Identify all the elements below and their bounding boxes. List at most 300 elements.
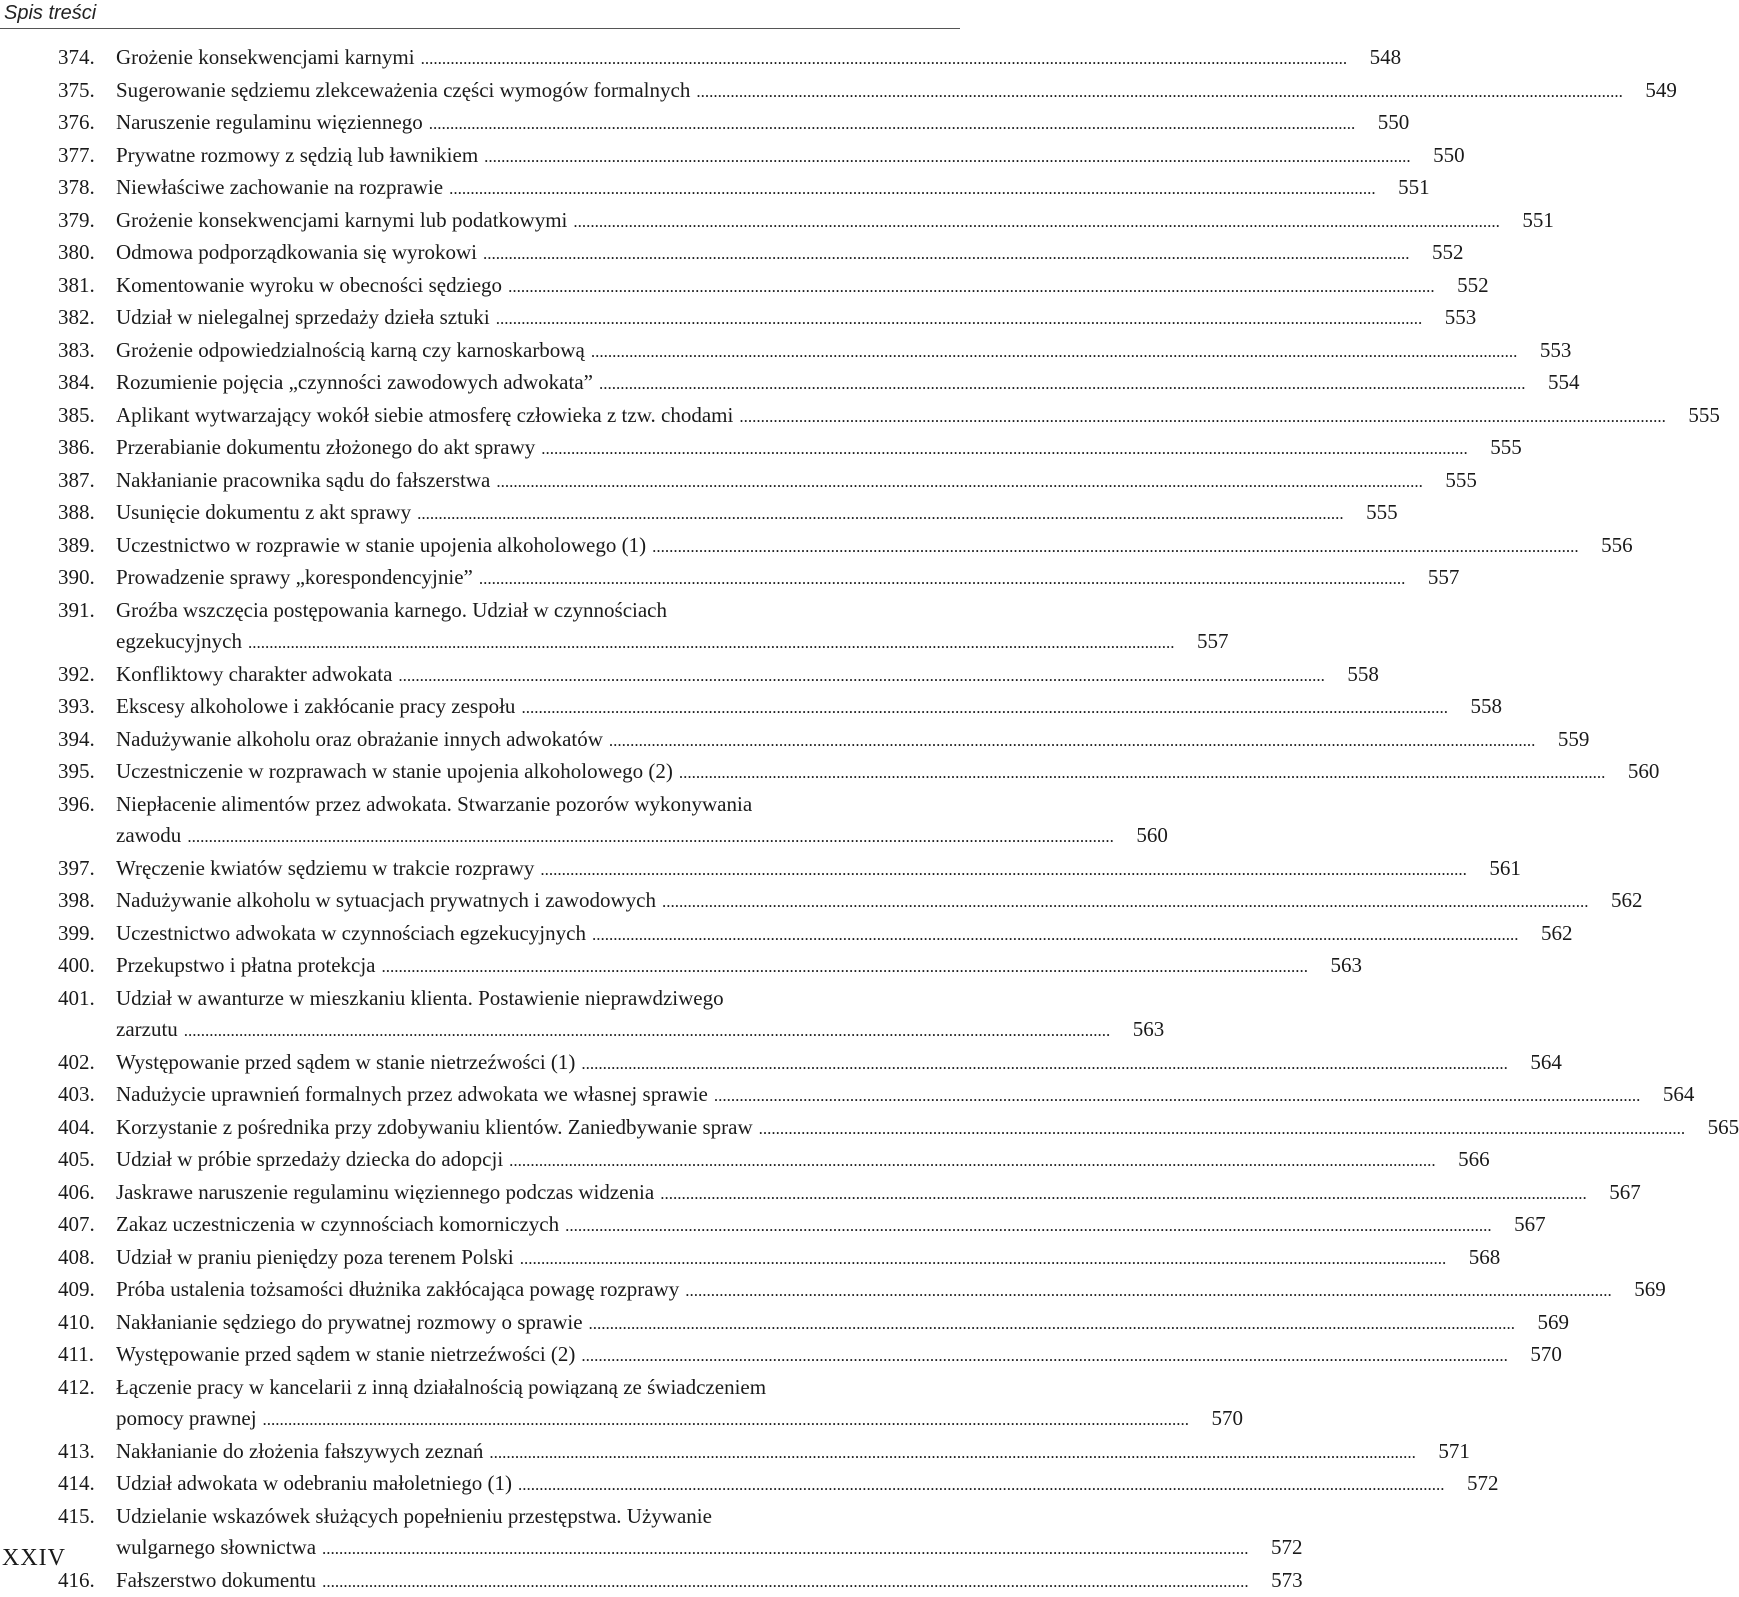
entry-last-line <box>116 1436 1470 1469</box>
dot-leader: .......................................................................................................................................................................................................................... <box>187 821 1114 853</box>
entry-number: 412. <box>58 1372 116 1404</box>
dot-leader: .......................................................................................................................................................................................................................... <box>685 1275 1612 1307</box>
entry-number: 386. <box>58 432 116 464</box>
dot-leader: .......................................................................................................................................................................................................................... <box>581 1048 1508 1080</box>
entry-title: Nakłanianie pracownika sądu do fałszerstwa <box>116 465 490 497</box>
entry-page-number: 549 <box>1629 75 1677 107</box>
entry-page-number: 567 <box>1593 1177 1641 1209</box>
entry-page-number: 573 <box>1255 1565 1303 1597</box>
entry-last-line <box>116 562 1459 595</box>
entry-title: Fałszerstwo dokumentu <box>116 1565 316 1597</box>
dot-leader: .......................................................................................................................................................................................................................... <box>592 919 1519 951</box>
entry-last-line <box>116 1242 1500 1275</box>
entry-page-number: 563 <box>1314 950 1362 982</box>
dot-leader: .......................................................................................................................................................................................................................... <box>652 531 1579 563</box>
entry-body <box>116 270 1489 303</box>
entry-body <box>116 335 1571 368</box>
entry-title: pomocy prawnej <box>116 1403 257 1435</box>
toc-entry <box>58 724 950 757</box>
entry-body <box>116 140 1465 173</box>
entry-title: Nadużycie uprawnień formalnych przez adwokata we własnej sprawie <box>116 1079 708 1111</box>
dot-leader: .......................................................................................................................................................................................................................... <box>184 1015 1111 1047</box>
entry-page-number: 570 <box>1195 1403 1243 1435</box>
entry-last-line <box>116 335 1571 368</box>
entry-body <box>116 1209 1546 1242</box>
entry-last-line <box>116 205 1554 238</box>
toc-entry <box>58 756 950 789</box>
dot-leader: .......................................................................................................................................................................................................................... <box>496 466 1423 498</box>
entry-page-number: 553 <box>1428 302 1476 334</box>
entry-title: Wręczenie kwiatów sędziemu w trakcie rozprawy <box>116 853 534 885</box>
entry-title: Uczestnictwo w rozprawie w stanie upojenia alkoholowego (1) <box>116 530 646 562</box>
entry-title: Sugerowanie sędziemu zlekceważenia części wymogów formalnych <box>116 75 690 107</box>
entry-last-line <box>116 1403 1243 1436</box>
entry-title: Niewłaściwe zachowanie na rozprawie <box>116 172 443 204</box>
toc-entry <box>58 853 950 886</box>
dot-leader: .......................................................................................................................................................................................................................... <box>508 271 1435 303</box>
toc-entry <box>58 172 950 205</box>
toc-entry <box>58 691 950 724</box>
entry-page-number: 561 <box>1473 853 1521 885</box>
entry-number: 403. <box>58 1079 116 1111</box>
dot-leader: .......................................................................................................................................................................................................................... <box>496 303 1423 335</box>
entry-body <box>116 595 1228 659</box>
entry-body <box>116 724 1589 757</box>
dot-leader: .......................................................................................................................................................................................................................... <box>322 1566 1249 1597</box>
toc-entry <box>58 140 950 173</box>
entry-page-number: 572 <box>1450 1468 1498 1500</box>
entry-page-number: 569 <box>1618 1274 1666 1306</box>
entry-page-number: 552 <box>1416 237 1464 269</box>
toc-entry <box>58 1144 950 1177</box>
entry-number: 407. <box>58 1209 116 1241</box>
dot-leader: .......................................................................................................................................................................................................................... <box>660 1178 1587 1210</box>
entry-body <box>116 1501 1303 1565</box>
entry-number: 383. <box>58 335 116 367</box>
entry-body <box>116 885 1643 918</box>
toc-entry <box>58 497 950 530</box>
entry-title-line: Niepłacenie alimentów przez adwokata. Stwarzanie pozorów wykonywania <box>116 789 1168 821</box>
toc-entry <box>58 1079 950 1112</box>
entry-last-line <box>116 400 1720 433</box>
entry-title: wulgarnego słownictwa <box>116 1532 316 1564</box>
entry-page-number: 564 <box>1646 1079 1694 1111</box>
entry-page-number: 571 <box>1422 1436 1470 1468</box>
entry-number: 399. <box>58 918 116 950</box>
page-number-roman: XXIV <box>2 1545 66 1572</box>
dot-leader: .......................................................................................................................................................................................................................... <box>421 43 1348 75</box>
dot-leader: .......................................................................................................................................................................................................................... <box>322 1533 1249 1565</box>
entry-page-number: 555 <box>1350 497 1398 529</box>
dot-leader: .......................................................................................................................................................................................................................... <box>479 563 1406 595</box>
header-title: Spis treści <box>4 2 96 25</box>
toc-entry <box>58 205 950 238</box>
entry-last-line <box>116 465 1477 498</box>
entry-number: 408. <box>58 1242 116 1274</box>
dot-leader: .......................................................................................................................................................................................................................... <box>540 854 1467 886</box>
dot-leader: .......................................................................................................................................................................................................................... <box>714 1080 1641 1112</box>
entry-body <box>116 1307 1569 1340</box>
entry-page-number: 553 <box>1523 335 1571 367</box>
entry-body <box>116 400 1720 433</box>
entry-title: Uczestnictwo adwokata w czynnościach egzekucyjnych <box>116 918 586 950</box>
toc-entry <box>58 1372 950 1436</box>
toc-entry <box>58 1242 950 1275</box>
entry-page-number: 569 <box>1521 1307 1569 1339</box>
toc-entry <box>58 562 950 595</box>
dot-leader: .......................................................................................................................................................................................................................... <box>509 1145 1436 1177</box>
dot-leader: .......................................................................................................................................................................................................................... <box>541 433 1468 465</box>
entry-last-line <box>116 691 1502 724</box>
toc-entry <box>58 42 950 75</box>
entry-body <box>116 789 1168 853</box>
toc-entry <box>58 1339 950 1372</box>
entry-title: zarzutu <box>116 1014 178 1046</box>
entry-number: 414. <box>58 1468 116 1500</box>
toc-entry <box>58 465 950 498</box>
entry-number: 398. <box>58 885 116 917</box>
dot-leader: .......................................................................................................................................................................................................................... <box>759 1113 1686 1145</box>
entry-page-number: 555 <box>1474 432 1522 464</box>
entry-page-number: 554 <box>1531 367 1579 399</box>
entry-body <box>116 1339 1562 1372</box>
toc-entry <box>58 335 950 368</box>
dot-leader: .......................................................................................................................................................................................................................... <box>696 76 1623 108</box>
entry-title-line: Groźba wszczęcia postępowania karnego. Udział w czynnościach <box>116 595 1228 627</box>
entry-number: 388. <box>58 497 116 529</box>
entry-title-line: Łączenie pracy w kancelarii z inną działalnością powiązaną ze świadczeniem <box>116 1372 1243 1404</box>
entry-last-line <box>116 1144 1490 1177</box>
entry-title: Odmowa podporządkowania się wyrokowi <box>116 237 477 269</box>
entry-number: 393. <box>58 691 116 723</box>
entry-body <box>116 465 1477 498</box>
entry-page-number: 555 <box>1672 400 1720 432</box>
entry-title: Grożenie odpowiedzialnością karną czy karnoskarbową <box>116 335 585 367</box>
toc-entry <box>58 1047 950 1080</box>
entry-body <box>116 853 1521 886</box>
entry-body <box>116 1565 1303 1597</box>
dot-leader: .......................................................................................................................................................................................................................... <box>248 627 1175 659</box>
toc-entry <box>58 432 950 465</box>
entry-page-number: 559 <box>1541 724 1589 756</box>
toc-entry <box>58 1468 950 1501</box>
entry-last-line <box>116 1468 1498 1501</box>
entry-page-number: 557 <box>1411 562 1459 594</box>
dot-leader: .......................................................................................................................................................................................................................... <box>484 141 1411 173</box>
entry-number: 400. <box>58 950 116 982</box>
dot-leader: .......................................................................................................................................................................................................................... <box>599 368 1526 400</box>
toc-entry <box>58 885 950 918</box>
entry-last-line <box>116 140 1465 173</box>
entry-title: Konfliktowy charakter adwokata <box>116 659 392 691</box>
entry-body <box>116 302 1476 335</box>
dot-leader: .......................................................................................................................................................................................................................... <box>609 725 1536 757</box>
entry-body <box>116 172 1430 205</box>
entry-body <box>116 983 1164 1047</box>
entry-number: 387. <box>58 465 116 497</box>
entry-number: 390. <box>58 562 116 594</box>
entry-title: Udział w próbie sprzedaży dziecka do adopcji <box>116 1144 503 1176</box>
dot-leader: .......................................................................................................................................................................................................................... <box>565 1210 1492 1242</box>
toc-entry <box>58 659 950 692</box>
entry-page-number: 557 <box>1180 626 1228 658</box>
entry-number: 396. <box>58 789 116 821</box>
entry-title: Przerabianie dokumentu złożonego do akt sprawy <box>116 432 535 464</box>
entry-body <box>116 562 1459 595</box>
dot-leader: .......................................................................................................................................................................................................................... <box>429 108 1356 140</box>
running-header <box>0 0 960 29</box>
entry-title: Nadużywanie alkoholu w sytuacjach prywatnych i zawodowych <box>116 885 656 917</box>
entry-last-line <box>116 172 1430 205</box>
dot-leader: .......................................................................................................................................................................................................................... <box>573 206 1500 238</box>
entry-title: Aplikant wytwarzający wokół siebie atmosferę człowieka z tzw. chodami <box>116 400 733 432</box>
toc-entry <box>58 302 950 335</box>
table-of-contents <box>58 42 950 1597</box>
toc-entry <box>58 950 950 983</box>
entry-last-line <box>116 885 1643 918</box>
entry-last-line <box>116 367 1579 400</box>
entry-number: 384. <box>58 367 116 399</box>
entry-page-number: 570 <box>1514 1339 1562 1371</box>
entry-title: Usunięcie dokumentu z akt sprawy <box>116 497 411 529</box>
entry-body <box>116 1468 1498 1501</box>
entry-last-line <box>116 626 1228 659</box>
entry-last-line <box>116 1565 1303 1597</box>
dot-leader: .......................................................................................................................................................................................................................... <box>679 757 1606 789</box>
entry-number: 380. <box>58 237 116 269</box>
entry-title: Przekupstwo i płatna protekcja <box>116 950 376 982</box>
dot-leader: .......................................................................................................................................................................................................................... <box>662 886 1589 918</box>
entry-number: 391. <box>58 595 116 627</box>
entry-number: 402. <box>58 1047 116 1079</box>
entry-body <box>116 691 1502 724</box>
entry-title: Udział w nielegalnej sprzedaży dzieła sztuki <box>116 302 490 334</box>
entry-title: Grożenie konsekwencjami karnymi lub podatkowymi <box>116 205 567 237</box>
entry-number: 382. <box>58 302 116 334</box>
entry-title-line: Udział w awanturze w mieszkaniu klienta. Postawienie nieprawdziwego <box>116 983 1164 1015</box>
entry-body <box>116 950 1362 983</box>
entry-page-number: 562 <box>1524 918 1572 950</box>
dot-leader: .......................................................................................................................................................................................................................... <box>581 1340 1508 1372</box>
entry-body <box>116 1079 1694 1112</box>
entry-page-number: 548 <box>1353 42 1401 74</box>
entry-page-number: 558 <box>1331 659 1379 691</box>
dot-leader: .......................................................................................................................................................................................................................... <box>398 660 1325 692</box>
entry-page-number: 566 <box>1442 1144 1490 1176</box>
entry-title: Występowanie przed sądem w stanie nietrzeźwości (2) <box>116 1339 575 1371</box>
entry-number: 406. <box>58 1177 116 1209</box>
entry-last-line <box>116 659 1379 692</box>
entry-body <box>116 432 1522 465</box>
entry-title: Rozumienie pojęcia „czynności zawodowych adwokata” <box>116 367 593 399</box>
entry-last-line <box>116 724 1589 757</box>
toc-entry <box>58 367 950 400</box>
entry-body <box>116 1144 1490 1177</box>
entry-page-number: 552 <box>1441 270 1489 302</box>
dot-leader: .......................................................................................................................................................................................................................... <box>518 1469 1445 1501</box>
entry-last-line <box>116 270 1489 303</box>
entry-last-line <box>116 918 1572 951</box>
entry-number: 378. <box>58 172 116 204</box>
entry-page-number: 551 <box>1382 172 1430 204</box>
entry-body <box>116 659 1379 692</box>
entry-title: Grożenie konsekwencjami karnymi <box>116 42 415 74</box>
dot-leader: .......................................................................................................................................................................................................................... <box>739 401 1666 433</box>
entry-number: 389. <box>58 530 116 562</box>
entry-title: Prywatne rozmowy z sędzią lub ławnikiem <box>116 140 478 172</box>
entry-body <box>116 1047 1562 1080</box>
entry-title: Próba ustalenia tożsamości dłużnika zakłócająca powagę rozprawy <box>116 1274 679 1306</box>
toc-entry <box>58 75 950 108</box>
entry-title: Ekscesy alkoholowe i zakłócanie pracy zespołu <box>116 691 515 723</box>
toc-entry <box>58 1501 950 1565</box>
entry-last-line <box>116 1307 1569 1340</box>
dot-leader: .......................................................................................................................................................................................................................... <box>382 951 1309 983</box>
entry-body <box>116 530 1633 563</box>
entry-body <box>116 497 1398 530</box>
entry-last-line <box>116 237 1464 270</box>
toc-entry <box>58 983 950 1047</box>
entry-title: egzekucyjnych <box>116 626 242 658</box>
entry-body <box>116 918 1572 951</box>
entry-last-line <box>116 853 1521 886</box>
entry-number: 374. <box>58 42 116 74</box>
entry-page-number: 563 <box>1116 1014 1164 1046</box>
entry-title: Występowanie przed sądem w stanie nietrzeźwości (1) <box>116 1047 575 1079</box>
entry-number: 394. <box>58 724 116 756</box>
toc-entry <box>58 1177 950 1210</box>
toc-entry <box>58 789 950 853</box>
toc-entry <box>58 1565 950 1597</box>
entry-number: 385. <box>58 400 116 432</box>
entry-number: 397. <box>58 853 116 885</box>
entry-title-line: Udzielanie wskazówek służących popełnieniu przestępstwa. Używanie <box>116 1501 1303 1533</box>
toc-entry <box>58 1307 950 1340</box>
toc-entry <box>58 270 950 303</box>
entry-page-number: 560 <box>1120 820 1168 852</box>
entry-number: 401. <box>58 983 116 1015</box>
entry-title: Komentowanie wyroku w obecności sędziego <box>116 270 502 302</box>
entry-number: 377. <box>58 140 116 172</box>
entry-page-number: 550 <box>1417 140 1465 172</box>
entry-number: 415. <box>58 1501 116 1533</box>
toc-entry <box>58 107 950 140</box>
entry-last-line <box>116 1274 1666 1307</box>
entry-last-line <box>116 75 1677 108</box>
entry-title: Naruszenie regulaminu więziennego <box>116 107 423 139</box>
entry-last-line <box>116 1079 1694 1112</box>
toc-entry <box>58 400 950 433</box>
entry-title: Udział adwokata w odebraniu małoletniego (1) <box>116 1468 512 1500</box>
entry-last-line <box>116 1112 1739 1145</box>
entry-number: 392. <box>58 659 116 691</box>
entry-last-line <box>116 820 1168 853</box>
entry-page-number: 567 <box>1498 1209 1546 1241</box>
entry-last-line <box>116 756 1659 789</box>
entry-body <box>116 756 1659 789</box>
entry-number: 409. <box>58 1274 116 1306</box>
entry-title: Nakłanianie sędziego do prywatnej rozmowy o sprawie <box>116 1307 583 1339</box>
entry-last-line <box>116 1047 1562 1080</box>
entry-last-line <box>116 497 1398 530</box>
entry-number: 411. <box>58 1339 116 1371</box>
toc-entry <box>58 1209 950 1242</box>
entry-title: Korzystanie z pośrednika przy zdobywaniu klientów. Zaniedbywanie spraw <box>116 1112 753 1144</box>
entry-number: 395. <box>58 756 116 788</box>
entry-body <box>116 1436 1470 1469</box>
toc-entry <box>58 918 950 951</box>
entry-last-line <box>116 1209 1546 1242</box>
dot-leader: .......................................................................................................................................................................................................................... <box>489 1437 1416 1469</box>
entry-body <box>116 1112 1739 1145</box>
entry-title: Prowadzenie sprawy „korespondencyjnie” <box>116 562 473 594</box>
entry-page-number: 562 <box>1595 885 1643 917</box>
entry-title: Zakaz uczestniczenia w czynnościach komorniczych <box>116 1209 559 1241</box>
dot-leader: .......................................................................................................................................................................................................................... <box>417 498 1344 530</box>
entry-last-line <box>116 302 1476 335</box>
entry-page-number: 560 <box>1611 756 1659 788</box>
entry-page-number: 564 <box>1514 1047 1562 1079</box>
entry-last-line <box>116 530 1633 563</box>
dot-leader: .......................................................................................................................................................................................................................... <box>591 336 1518 368</box>
entry-page-number: 555 <box>1429 465 1477 497</box>
entry-page-number: 572 <box>1255 1532 1303 1564</box>
entry-last-line <box>116 1177 1641 1210</box>
toc-entry <box>58 1112 950 1145</box>
entry-number: 404. <box>58 1112 116 1144</box>
entry-last-line <box>116 950 1362 983</box>
entry-body <box>116 1372 1243 1436</box>
entry-body <box>116 237 1464 270</box>
toc-entry <box>58 237 950 270</box>
entry-page-number: 550 <box>1361 107 1409 139</box>
entry-body <box>116 75 1677 108</box>
toc-entry <box>58 595 950 659</box>
entry-body <box>116 205 1554 238</box>
entry-title: Uczestniczenie w rozprawach w stanie upojenia alkoholowego (2) <box>116 756 673 788</box>
entry-last-line <box>116 1532 1303 1565</box>
entry-last-line <box>116 1014 1164 1047</box>
entry-title: Nakłanianie do złożenia fałszywych zeznań <box>116 1436 483 1468</box>
entry-last-line <box>116 432 1522 465</box>
entry-body <box>116 42 1401 75</box>
toc-entry <box>58 1274 950 1307</box>
entry-last-line <box>116 1339 1562 1372</box>
entry-page-number: 568 <box>1452 1242 1500 1274</box>
toc-entry <box>58 1436 950 1469</box>
entry-title: zawodu <box>116 820 181 852</box>
entry-number: 375. <box>58 75 116 107</box>
entry-number: 410. <box>58 1307 116 1339</box>
dot-leader: .......................................................................................................................................................................................................................... <box>520 1243 1447 1275</box>
dot-leader: .......................................................................................................................................................................................................................... <box>483 238 1410 270</box>
entry-body <box>116 367 1579 400</box>
entry-last-line <box>116 42 1401 75</box>
entry-number: 405. <box>58 1144 116 1176</box>
dot-leader: .......................................................................................................................................................................................................................... <box>449 173 1376 205</box>
dot-leader: .......................................................................................................................................................................................................................... <box>589 1308 1516 1340</box>
entry-number: 413. <box>58 1436 116 1468</box>
entry-last-line <box>116 107 1409 140</box>
entry-number: 381. <box>58 270 116 302</box>
entry-page-number: 565 <box>1691 1112 1739 1144</box>
entry-body <box>116 1242 1500 1275</box>
toc-entry <box>58 530 950 563</box>
entry-title: Nadużywanie alkoholu oraz obrażanie innych adwokatów <box>116 724 603 756</box>
entry-number: 416. <box>58 1565 116 1597</box>
entry-body <box>116 107 1409 140</box>
entry-page-number: 556 <box>1585 530 1633 562</box>
